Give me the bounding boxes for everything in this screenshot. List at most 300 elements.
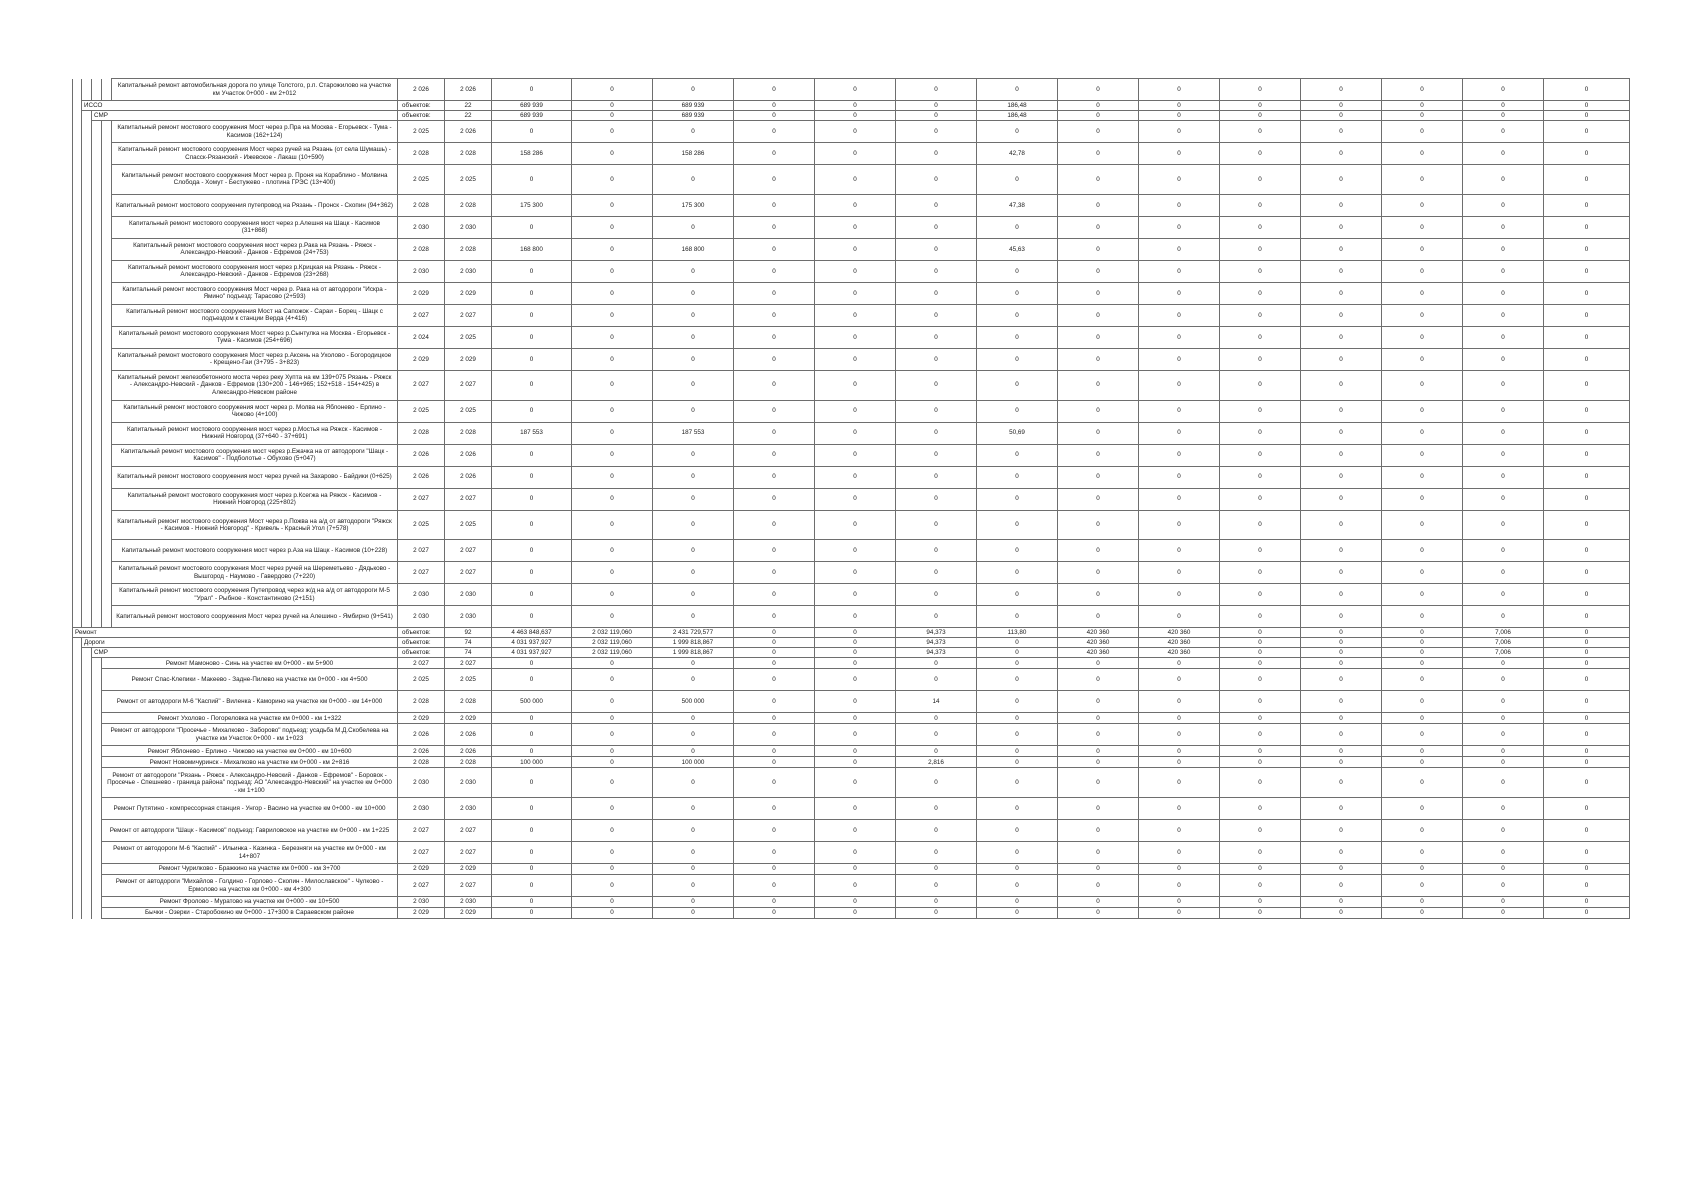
indent-cell (92, 691, 102, 713)
value-cell: 0 (896, 768, 977, 798)
value-cell: 0 (1382, 304, 1463, 326)
value-cell: 0 (734, 370, 815, 400)
value-cell: 0 (653, 724, 734, 746)
indent-cell (73, 466, 82, 488)
value-cell: 0 (977, 606, 1058, 628)
table-row (73, 746, 1630, 757)
indent-cell (102, 238, 112, 260)
year-start-cell: 2 029 (398, 282, 445, 304)
value-cell: 0 (1382, 768, 1463, 798)
value-cell: 0 (1463, 282, 1544, 304)
indent-cell (73, 724, 82, 746)
value-cell: 0 (896, 510, 977, 540)
value-cell: 0 (1301, 584, 1382, 606)
value-cell: 0 (572, 746, 653, 757)
value-cell: 0 (815, 897, 896, 908)
value-cell: 0 (653, 370, 734, 400)
value-cell: 0 (1139, 422, 1220, 444)
value-cell: 0 (1220, 194, 1301, 216)
indent-cell (92, 908, 102, 919)
indent-cell (73, 691, 82, 713)
value-cell: 0 (977, 348, 1058, 370)
summary-value-cell: 7,006 (1463, 628, 1544, 638)
value-cell: 0 (572, 820, 653, 842)
table-row (73, 584, 1630, 606)
value-cell: 0 (492, 897, 572, 908)
value-cell: 0 (572, 444, 653, 466)
value-cell: 0 (1139, 165, 1220, 195)
value-cell: 0 (1139, 669, 1220, 691)
value-cell: 0 (734, 757, 815, 768)
value-cell: 0 (1301, 216, 1382, 238)
value-cell: 0 (1382, 282, 1463, 304)
value-cell: 0 (977, 713, 1058, 724)
summary-row (73, 111, 1630, 121)
year-end-cell: 2 025 (445, 669, 492, 691)
value-cell: 0 (1139, 282, 1220, 304)
value-cell: 0 (1301, 606, 1382, 628)
value-cell: 0 (1463, 669, 1544, 691)
indent-cell (73, 875, 82, 897)
value-cell: 0 (1301, 121, 1382, 143)
value-cell: 0 (653, 658, 734, 669)
value-cell: 0 (572, 724, 653, 746)
indent-cell (73, 101, 82, 111)
year-end-cell: 2 025 (445, 165, 492, 195)
indent-cell (73, 216, 82, 238)
table-row (73, 669, 1630, 691)
value-cell: 0 (815, 562, 896, 584)
indent-cell (102, 466, 112, 488)
summary-value-cell: 0 (1544, 648, 1630, 658)
value-cell: 0 (1544, 370, 1630, 400)
value-cell: 0 (1301, 165, 1382, 195)
value-cell: 0 (896, 842, 977, 864)
year-start-cell: 2 027 (398, 842, 445, 864)
value-cell: 0 (734, 238, 815, 260)
value-cell: 0 (1301, 820, 1382, 842)
value-cell: 0 (492, 326, 572, 348)
value-cell: 2,816 (896, 757, 977, 768)
value-cell: 0 (1544, 304, 1630, 326)
table-row (73, 370, 1630, 400)
indent-cell (102, 216, 112, 238)
value-cell: 0 (492, 724, 572, 746)
value-cell: 0 (896, 746, 977, 757)
table-row (73, 606, 1630, 628)
indent-cell (92, 466, 102, 488)
value-cell: 0 (1058, 606, 1139, 628)
indent-cell (73, 304, 82, 326)
value-cell: 0 (896, 216, 977, 238)
value-cell: 0 (896, 658, 977, 669)
value-cell: 0 (653, 260, 734, 282)
value-cell: 0 (1382, 669, 1463, 691)
table-row (73, 897, 1630, 908)
value-cell: 0 (896, 444, 977, 466)
indent-cell (73, 444, 82, 466)
value-cell: 0 (1463, 798, 1544, 820)
value-cell: 0 (977, 488, 1058, 510)
year-start-cell: 2 030 (398, 584, 445, 606)
value-cell: 0 (653, 864, 734, 875)
year-end-cell: 2 027 (445, 658, 492, 669)
value-cell: 0 (1382, 606, 1463, 628)
value-cell: 0 (1058, 422, 1139, 444)
value-cell: 0 (734, 282, 815, 304)
value-cell: 0 (1301, 510, 1382, 540)
object-name-cell: Капитальный ремонт мостового сооружения Путепровод через ж/д на а/д от автодороги М-5 "Урал" - Рыбное - Константиново (2+151) (112, 584, 398, 606)
value-cell: 0 (653, 466, 734, 488)
value-cell: 0 (1463, 326, 1544, 348)
indent-cell (82, 282, 92, 304)
indent-cell (102, 348, 112, 370)
summary-value-cell: 94,373 (896, 638, 977, 648)
value-cell: 0 (572, 908, 653, 919)
value-cell: 0 (1382, 348, 1463, 370)
value-cell: 0 (1139, 326, 1220, 348)
indent-cell (73, 757, 82, 768)
indent-cell (82, 798, 92, 820)
value-cell: 0 (815, 658, 896, 669)
value-cell: 0 (1139, 143, 1220, 165)
indent-cell (92, 606, 102, 628)
year-end-cell: 2 027 (445, 562, 492, 584)
indent-cell (73, 111, 82, 121)
value-cell: 0 (815, 260, 896, 282)
value-cell: 0 (1220, 746, 1301, 757)
summary-value-cell: 0 (1382, 638, 1463, 648)
year-end-cell: 2 027 (445, 540, 492, 562)
indent-cell (82, 908, 92, 919)
year-end-cell: 2 027 (445, 488, 492, 510)
value-cell: 0 (1301, 260, 1382, 282)
indent-cell (102, 370, 112, 400)
year-end-cell: 2 026 (445, 444, 492, 466)
value-cell: 0 (492, 908, 572, 919)
value-cell: 0 (977, 304, 1058, 326)
indent-cell (73, 79, 82, 101)
value-cell: 0 (1139, 510, 1220, 540)
table-row (73, 842, 1630, 864)
value-cell: 0 (492, 400, 572, 422)
summary-value-cell: 420 360 (1058, 628, 1139, 638)
value-cell: 0 (896, 348, 977, 370)
value-cell: 0 (653, 897, 734, 908)
value-cell: 0 (1220, 864, 1301, 875)
indent-cell (92, 216, 102, 238)
value-cell: 0 (1301, 400, 1382, 422)
indent-cell (92, 370, 102, 400)
indent-cell (92, 165, 102, 195)
value-cell: 0 (1463, 897, 1544, 908)
value-cell: 0 (1058, 768, 1139, 798)
indent-cell (73, 606, 82, 628)
indent-cell (73, 897, 82, 908)
value-cell: 0 (734, 724, 815, 746)
object-name-cell: Капитальный ремонт мостового сооружения Мост через ручей на Алешино - Ямбирно (9+541) (112, 606, 398, 628)
year-start-cell: 2 026 (398, 444, 445, 466)
summary-value-cell: 0 (1544, 101, 1630, 111)
table-row (73, 194, 1630, 216)
indent-cell (92, 540, 102, 562)
summary-value-cell: 113,80 (977, 628, 1058, 638)
value-cell: 0 (1544, 768, 1630, 798)
year-start-cell: 2 030 (398, 798, 445, 820)
indent-cell (102, 422, 112, 444)
indent-cell (92, 875, 102, 897)
object-name-cell: Ремонт Яблонево - Ерлино - Чижово на участке км 0+000 - км 10+600 (102, 746, 398, 757)
value-cell: 0 (815, 400, 896, 422)
value-cell: 0 (734, 562, 815, 584)
year-end-cell: 2 028 (445, 422, 492, 444)
objects-count-cell: 92 (445, 628, 492, 638)
value-cell: 0 (1544, 842, 1630, 864)
value-cell: 0 (653, 768, 734, 798)
indent-cell (92, 238, 102, 260)
value-cell: 0 (653, 348, 734, 370)
year-end-cell: 2 029 (445, 908, 492, 919)
value-cell: 0 (572, 540, 653, 562)
value-cell: 0 (1382, 724, 1463, 746)
value-cell: 0 (734, 304, 815, 326)
value-cell: 0 (1058, 400, 1139, 422)
value-cell: 0 (653, 488, 734, 510)
value-cell: 0 (492, 875, 572, 897)
value-cell: 0 (896, 260, 977, 282)
value-cell: 0 (1058, 820, 1139, 842)
value-cell: 0 (896, 238, 977, 260)
value-cell: 0 (1139, 216, 1220, 238)
summary-label-cell: Ремонт (73, 628, 398, 638)
value-cell: 0 (1139, 370, 1220, 400)
value-cell: 0 (815, 669, 896, 691)
value-cell: 0 (1301, 282, 1382, 304)
value-cell: 0 (492, 658, 572, 669)
value-cell: 0 (1382, 194, 1463, 216)
value-cell: 0 (977, 400, 1058, 422)
indent-cell (92, 400, 102, 422)
year-start-cell: 2 027 (398, 304, 445, 326)
value-cell: 158 286 (492, 143, 572, 165)
value-cell: 0 (1058, 669, 1139, 691)
indent-cell (92, 724, 102, 746)
value-cell: 0 (1220, 370, 1301, 400)
indent-cell (82, 606, 92, 628)
year-end-cell: 2 027 (445, 820, 492, 842)
year-start-cell: 2 029 (398, 908, 445, 919)
object-name-cell: Капитальный ремонт мостового сооружения Мост на Сапожок - Сараи - Борец - Шацк с подъездом к станции Верда (4+416) (112, 304, 398, 326)
indent-cell (73, 798, 82, 820)
summary-value-cell: 689 939 (492, 101, 572, 111)
year-end-cell: 2 030 (445, 584, 492, 606)
value-cell: 0 (896, 724, 977, 746)
value-cell: 0 (1220, 348, 1301, 370)
value-cell: 0 (1220, 540, 1301, 562)
value-cell: 0 (1544, 216, 1630, 238)
year-end-cell: 2 030 (445, 606, 492, 628)
summary-value-cell: 689 939 (492, 111, 572, 121)
table-row (73, 864, 1630, 875)
indent-cell (92, 260, 102, 282)
value-cell: 0 (1544, 820, 1630, 842)
value-cell: 0 (1544, 908, 1630, 919)
value-cell: 0 (1463, 304, 1544, 326)
summary-value-cell: 0 (1220, 111, 1301, 121)
value-cell: 0 (572, 768, 653, 798)
value-cell: 0 (815, 798, 896, 820)
value-cell: 0 (572, 669, 653, 691)
year-end-cell: 2 026 (445, 746, 492, 757)
summary-value-cell: 0 (1544, 111, 1630, 121)
object-name-cell: Капитальный ремонт мостового сооружения Мост через ручей на Шереметьево - Дядьково - Вышгород - Наумово - Гавердово (7+220) (112, 562, 398, 584)
value-cell: 0 (1220, 165, 1301, 195)
value-cell: 0 (1220, 121, 1301, 143)
value-cell: 0 (1544, 875, 1630, 897)
value-cell: 0 (1382, 875, 1463, 897)
value-cell: 0 (653, 606, 734, 628)
summary-value-cell: 0 (815, 648, 896, 658)
report-table (72, 78, 1630, 919)
value-cell: 0 (1463, 562, 1544, 584)
summary-value-cell: 0 (1139, 101, 1220, 111)
value-cell: 0 (896, 370, 977, 400)
value-cell: 0 (572, 562, 653, 584)
year-start-cell: 2 029 (398, 713, 445, 724)
summary-value-cell: 0 (1220, 101, 1301, 111)
summary-row (73, 628, 1630, 638)
object-name-cell: Капитальный ремонт мостового сооружения мост через р. Молва на Яблонево - Ерлино - Чижово (4+100) (112, 400, 398, 422)
value-cell: 0 (1220, 488, 1301, 510)
value-cell: 0 (1058, 444, 1139, 466)
year-start-cell: 2 027 (398, 370, 445, 400)
value-cell: 0 (1220, 768, 1301, 798)
value-cell: 0 (1220, 282, 1301, 304)
value-cell: 0 (1382, 510, 1463, 540)
object-name-cell: Ремонт от автодороги "Михайлов - Голдино - Горлово - Скопин - Милославское" - Чулково - Ермолово на участке км 0+000 - км 4+300 (102, 875, 398, 897)
value-cell: 0 (1058, 510, 1139, 540)
value-cell: 0 (1220, 562, 1301, 584)
summary-value-cell: 0 (1301, 101, 1382, 111)
indent-cell (102, 444, 112, 466)
year-end-cell: 2 028 (445, 757, 492, 768)
value-cell: 0 (815, 79, 896, 101)
value-cell: 0 (1301, 875, 1382, 897)
summary-value-cell: 0 (1301, 638, 1382, 648)
value-cell: 0 (977, 326, 1058, 348)
value-cell: 0 (734, 466, 815, 488)
value-cell: 0 (1139, 348, 1220, 370)
summary-value-cell: 420 360 (1058, 648, 1139, 658)
value-cell: 0 (1382, 584, 1463, 606)
value-cell: 0 (1139, 304, 1220, 326)
value-cell: 0 (977, 282, 1058, 304)
indent-cell (102, 194, 112, 216)
indent-cell (73, 370, 82, 400)
indent-cell (73, 194, 82, 216)
value-cell: 0 (1220, 606, 1301, 628)
value-cell: 0 (653, 842, 734, 864)
value-cell: 0 (492, 79, 572, 101)
value-cell: 0 (1544, 540, 1630, 562)
year-end-cell: 2 027 (445, 370, 492, 400)
indent-cell (102, 326, 112, 348)
value-cell: 0 (734, 540, 815, 562)
table-row (73, 216, 1630, 238)
value-cell: 0 (1544, 713, 1630, 724)
value-cell: 0 (653, 216, 734, 238)
indent-cell (82, 165, 92, 195)
value-cell: 0 (572, 864, 653, 875)
indent-cell (73, 326, 82, 348)
value-cell: 0 (1139, 400, 1220, 422)
indent-cell (92, 488, 102, 510)
indent-cell (73, 669, 82, 691)
value-cell: 0 (653, 584, 734, 606)
summary-value-cell: 420 360 (1058, 638, 1139, 648)
value-cell: 0 (734, 713, 815, 724)
table-row (73, 422, 1630, 444)
value-cell: 0 (734, 348, 815, 370)
value-cell: 0 (896, 540, 977, 562)
value-cell: 0 (572, 842, 653, 864)
value-cell: 0 (1463, 510, 1544, 540)
value-cell: 0 (896, 488, 977, 510)
indent-cell (92, 79, 102, 101)
year-end-cell: 2 028 (445, 238, 492, 260)
indent-cell (73, 842, 82, 864)
value-cell: 0 (1058, 658, 1139, 669)
object-name-cell: Капитальный ремонт мостового сооружения мост через р.Ксегжа на Ряжск - Касимов - Нижний Новгород (225+802) (112, 488, 398, 510)
indent-cell (92, 897, 102, 908)
value-cell: 0 (572, 510, 653, 540)
value-cell: 0 (1463, 820, 1544, 842)
value-cell: 0 (896, 669, 977, 691)
value-cell: 0 (572, 400, 653, 422)
value-cell: 0 (734, 216, 815, 238)
value-cell: 50,69 (977, 422, 1058, 444)
value-cell: 0 (1382, 897, 1463, 908)
summary-value-cell: 0 (896, 111, 977, 121)
value-cell: 0 (1058, 842, 1139, 864)
object-name-cell: Ремонт Новомичуринск - Михалково на участке км 0+000 - км 2+816 (102, 757, 398, 768)
year-start-cell: 2 027 (398, 820, 445, 842)
summary-row (73, 648, 1630, 658)
value-cell: 0 (896, 326, 977, 348)
object-name-cell: Ремонт от автодороги "Просечье - Михалково - Заборово" подъезд: усадьба М.Д.Скобелева на участке км Участок 0+000 - км 1+023 (102, 724, 398, 746)
summary-value-cell: 0 (734, 638, 815, 648)
value-cell: 0 (1382, 444, 1463, 466)
value-cell: 0 (492, 216, 572, 238)
value-cell: 0 (572, 584, 653, 606)
value-cell: 0 (977, 842, 1058, 864)
table-row (73, 466, 1630, 488)
value-cell: 0 (1139, 864, 1220, 875)
value-cell: 0 (734, 669, 815, 691)
table-row (73, 875, 1630, 897)
value-cell: 0 (1058, 584, 1139, 606)
summary-value-cell: 186,48 (977, 111, 1058, 121)
table-row (73, 304, 1630, 326)
value-cell: 0 (734, 897, 815, 908)
indent-cell (92, 304, 102, 326)
value-cell: 0 (815, 488, 896, 510)
value-cell: 0 (1139, 842, 1220, 864)
value-cell: 0 (896, 875, 977, 897)
value-cell: 0 (1382, 326, 1463, 348)
value-cell: 0 (1463, 746, 1544, 757)
value-cell: 0 (815, 348, 896, 370)
